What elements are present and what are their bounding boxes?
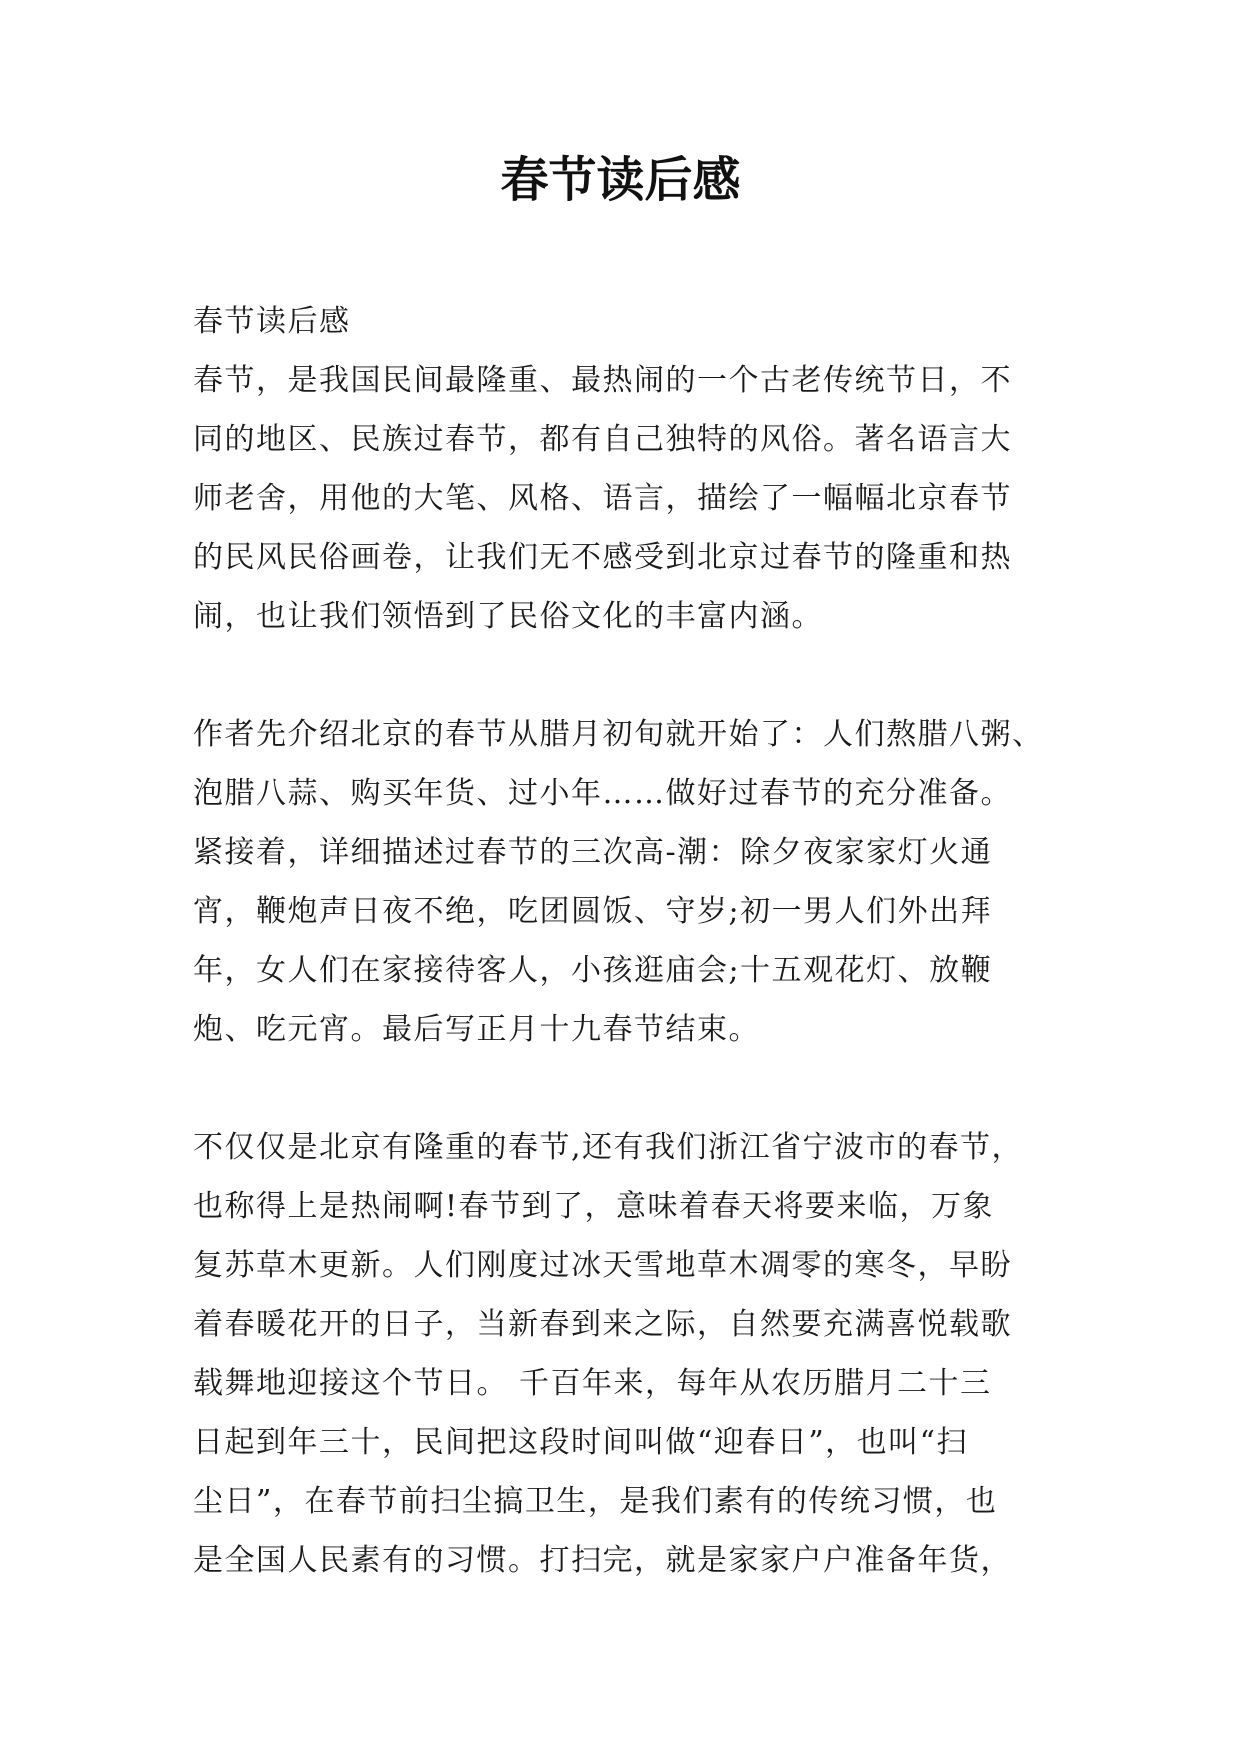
- text-line: 日起到年三十，民间把这段时间叫做“迎春日”，也叫“扫: [193, 1425, 969, 1460]
- text-line: 着春暖花开的日子，当新春到来之际，自然要充满喜悦载歌: [193, 1307, 1012, 1342]
- paragraph-1: [193, 351, 1063, 646]
- text-line: 同的地区、民族过春节，都有自己独特的风俗。著名语言大: [193, 422, 1012, 457]
- text-line: 年，女人们在家接待客人，小孩逛庙会;十五观花灯、放鞭: [193, 953, 993, 988]
- paragraph-2: [193, 705, 1063, 1059]
- text-line: 也称得上是热闹啊!春节到了，意味着春天将要来临，万象: [193, 1189, 995, 1224]
- text-line: 宵，鞭炮声日夜不绝，吃团圆饭、守岁;初一男人们外出拜: [193, 894, 993, 929]
- paragraph-spacer: [193, 646, 1063, 705]
- document-title: 春节读后感: [500, 152, 741, 208]
- paragraph-spacer: [193, 1059, 1063, 1118]
- paragraph-3: [193, 1118, 1063, 1590]
- text-line: 闹，也让我们领悟到了民俗文化的丰富内涵。: [193, 599, 823, 634]
- text-line: 是全国人民素有的习惯。打扫完，就是家家户户准备年货，: [193, 1543, 1012, 1578]
- text-line: 炮、吃元宵。最后写正月十九春节结束。: [193, 1012, 760, 1047]
- body-subtitle: 春节读后感: [193, 304, 351, 339]
- text-line: 春节，是我国民间最隆重、最热闹的一个古老传统节日，不: [193, 363, 1012, 398]
- text-line: 的民风民俗画卷，让我们无不感受到北京过春节的隆重和热: [193, 540, 1012, 575]
- text-line: 不仅仅是北京有隆重的春节,还有我们浙江省宁波市的春节，: [193, 1130, 1024, 1165]
- text-line: 复苏草木更新。人们刚度过冰天雪地草木凋零的寒冬，早盼: [193, 1248, 1012, 1283]
- text-line: 载舞地迎接这个节日。 千百年来，每年从农历腊月二十三: [193, 1366, 992, 1401]
- text-line: 紧接着，详细描述过春节的三次高-潮：除夕夜家家灯火通: [193, 835, 993, 870]
- text-line: 泡腊八蒜、购买年货、过小年……做好过春节的充分准备。: [193, 776, 1012, 811]
- text-line: 作者先介绍北京的春节从腊月初旬就开始了：人们熬腊八粥、: [193, 717, 1044, 752]
- text-line: 尘日”，在春节前扫尘搞卫生，是我们素有的传统习惯，也: [193, 1484, 998, 1519]
- document-body: [193, 292, 1063, 1590]
- text-line: 师老舍，用他的大笔、风格、语言，描绘了一幅幅北京春节: [193, 481, 1012, 516]
